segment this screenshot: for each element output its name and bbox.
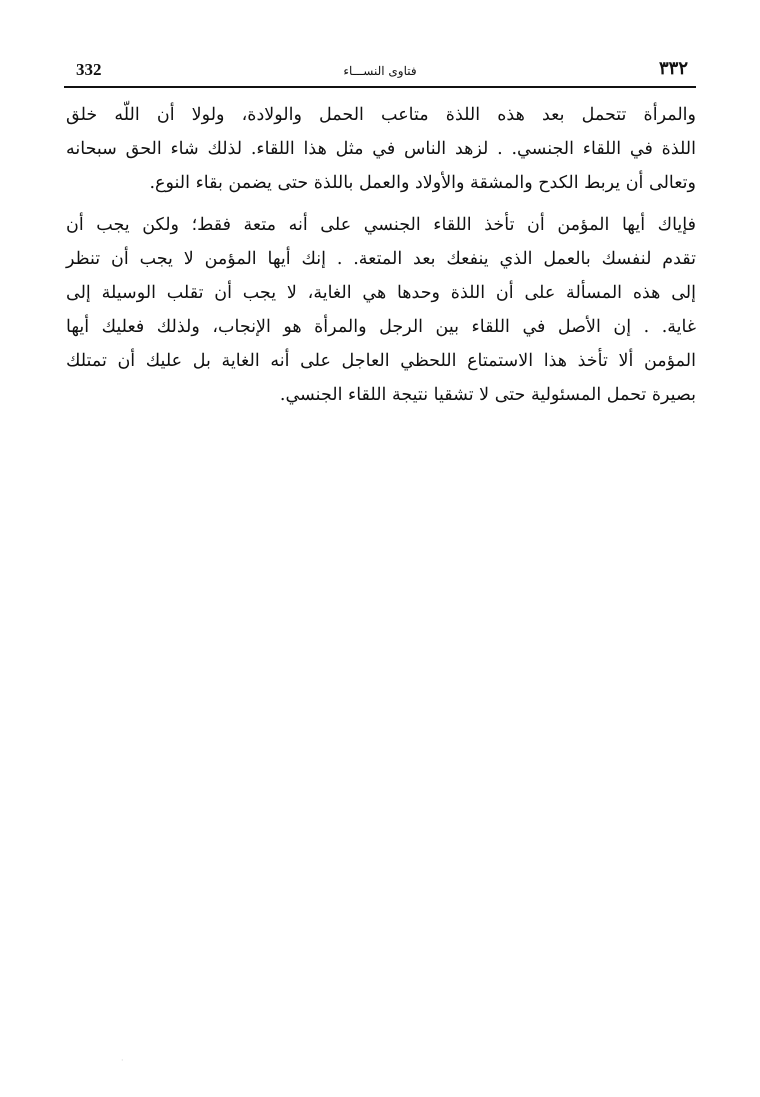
text-line: وتعالى أن يربط الكدح والمشقة والأولاد والعمل باللذة حتى يضمن بقاء النوع. [149,173,696,193]
text-line: بصيرة تحمل المسئولية حتى لا تشقيا نتيجة اللقاء الجنسي. [279,385,696,405]
text-line: والمرأة تتحمل بعد هذه اللذة متاعب الحمل والولادة، ولولا أن اللّه خلق [66,105,696,125]
page-number-arabic: ٣٣٢ [658,58,688,79]
text-line: المؤمن ألا تأخذ هذا الاستمتاع اللحظي العاجل على أنه الغاية بل عليك أن تمتلك [66,351,696,371]
paragraph-1 [66,98,696,200]
text-line: اللذة في اللقاء الجنسي. . لزهد الناس في مثل هذا اللقاء. لذلك شاء الحق سبحانه [66,139,696,159]
page-header [64,58,696,84]
page-number-latin: 332 [76,60,102,79]
scan-speck: · [121,1056,124,1065]
body-text [66,98,696,412]
running-title: فتاوى النســـاء [343,64,417,78]
text-line: إلى هذه المسألة على أن اللذة وحدها هي الغاية، لا يجب أن تقلب الوسيلة إلى [66,283,696,303]
paragraph-2 [66,208,696,412]
text-line: فإياك أيها المؤمن أن تأخذ اللقاء الجنسي على أنه متعة فقط؛ ولكن يجب أن [66,215,696,235]
text-line: غاية. . إن الأصل في اللقاء بين الرجل والمرأة هو الإنجاب، ولذلك فعليك أيها [66,317,696,337]
header-divider [64,86,696,88]
text-line: تقدم لنفسك بالعمل الذي ينفعك بعد المتعة. . إنك أيها المؤمن لا يجب أن تنظر [66,249,696,269]
